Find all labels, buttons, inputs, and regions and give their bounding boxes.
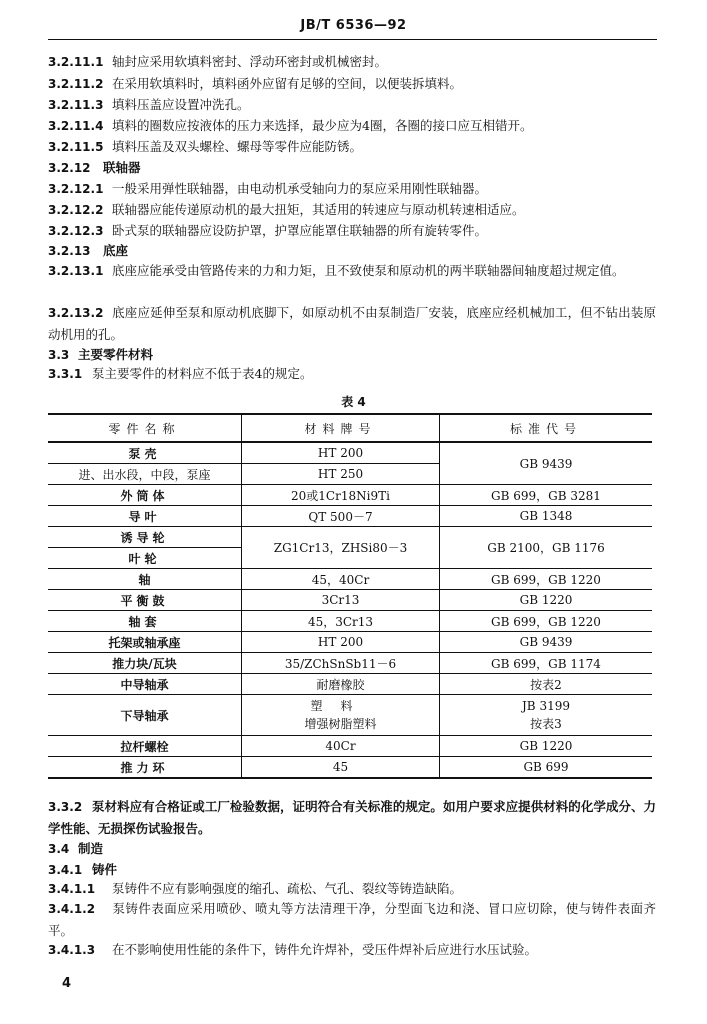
column-header-material-grade: 材料牌号 xyxy=(242,414,440,442)
clause-number: 3.2.11.1 xyxy=(48,55,104,69)
table-row xyxy=(48,695,652,736)
clause-3-3-1 xyxy=(48,366,656,382)
page-number: 4 xyxy=(62,976,72,991)
section-title: 铸件 xyxy=(92,862,118,877)
material-cell: ZG1Cr13，ZHSi80－3 xyxy=(242,527,440,569)
part-name-cell: 诱导轮 xyxy=(48,527,242,548)
clause-3-2-12-1 xyxy=(48,181,656,197)
standard-cell: GB 699，GB 1174 xyxy=(440,653,653,674)
part-name-cell: 进、出水段，中段，泵座 xyxy=(48,464,242,485)
clause-number: 3.2.12.3 xyxy=(48,224,104,238)
clause-text: 底座应延伸至泵和原动机底脚下，如原动机不由泵制造厂安装，底座应经机械加工，但不钻出装原动机用的孔。 xyxy=(48,305,656,342)
part-name-cell: 托架或轴承座 xyxy=(48,632,242,653)
section-3-4-heading xyxy=(48,841,656,857)
section-number: 3.2.13 xyxy=(48,244,91,258)
material-cell: 45，3Cr13 xyxy=(242,611,440,632)
standard-code-header: JB/T 6536—92 xyxy=(300,18,407,33)
material-cell: 耐磨橡胶 xyxy=(242,674,440,695)
material-cell: QT 500－7 xyxy=(242,506,440,527)
standard-cell: GB 9439 xyxy=(440,442,653,485)
material-cell: 3Cr13 xyxy=(242,590,440,611)
clause-number: 3.2.13.1 xyxy=(48,264,104,278)
clause-3-2-12-3 xyxy=(48,223,656,239)
section-number: 3.3 xyxy=(48,348,70,362)
part-name-cell: 推力环 xyxy=(48,757,242,779)
material-cell: 20或1Cr18Ni9Ti xyxy=(242,485,440,506)
part-name-cell: 平衡鼓 xyxy=(48,590,242,611)
standard-cell: GB 1220 xyxy=(440,736,653,757)
table-caption: 表 4 xyxy=(341,395,366,409)
standard-cell: GB 699，GB 3281 xyxy=(440,485,653,506)
clause-3-4-1-3 xyxy=(48,942,656,958)
header-rule xyxy=(48,39,657,40)
clause-number: 3.2.11.2 xyxy=(48,77,104,91)
clause-text: 在采用软填料时，填料函外应留有足够的空间，以便装拆填料。 xyxy=(112,76,463,91)
standard-cell-multiline xyxy=(440,695,653,736)
clause-text: 在不影响使用性能的条件下，铸件允许焊补，受压件焊补后应进行水压试验。 xyxy=(112,942,538,957)
section-3-2-13-heading xyxy=(48,243,656,259)
material-cell: 45，40Cr xyxy=(242,569,440,590)
part-name-cell: 泵壳 xyxy=(48,442,242,464)
clause-number: 3.2.12.2 xyxy=(48,203,104,217)
standard-cell: GB 699，GB 1220 xyxy=(440,569,653,590)
section-3-4-1-heading xyxy=(48,862,656,878)
section-title: 制造 xyxy=(78,841,104,856)
standard-line-2: 按表3 xyxy=(530,717,562,731)
clause-number: 3.2.12.1 xyxy=(48,182,104,196)
table-row xyxy=(48,674,652,695)
table-header-row xyxy=(48,414,652,442)
table-row xyxy=(48,442,652,464)
section-number: 3.2.12 xyxy=(48,161,91,175)
clause-text: 底座应能承受由管路传来的力和力矩，且不致使泵和原动机的两半联轴器间轴度超过规定值。 xyxy=(112,263,625,278)
material-line-1: 塑料 xyxy=(310,699,371,713)
clause-text: 填料的圈数应按液体的压力来选择，最少应为4圈，各圈的接口应互相错开。 xyxy=(112,118,533,133)
section-number: 3.4.1 xyxy=(48,863,83,877)
table-row xyxy=(48,590,652,611)
clause-3-2-12-2 xyxy=(48,202,656,218)
material-cell: 40Cr xyxy=(242,736,440,757)
material-cell: 45 xyxy=(242,757,440,779)
clause-number: 3.2.11.3 xyxy=(48,98,104,112)
table-row xyxy=(48,736,652,757)
clause-3-2-11-4 xyxy=(48,118,656,134)
standard-cell: GB 699，GB 1220 xyxy=(440,611,653,632)
clause-3-2-13-2 xyxy=(48,302,656,346)
clause-3-4-1-1 xyxy=(48,881,656,897)
standard-cell: GB 1220 xyxy=(440,590,653,611)
clause-3-2-13-1 xyxy=(48,260,656,282)
material-cell: HT 250 xyxy=(242,464,440,485)
table-row xyxy=(48,757,652,779)
part-name-cell: 轴 xyxy=(48,569,242,590)
table-row xyxy=(48,653,652,674)
part-name-cell: 拉杆螺栓 xyxy=(48,736,242,757)
part-name-cell: 中导轴承 xyxy=(48,674,242,695)
table-row xyxy=(48,527,652,548)
material-cell: HT 200 xyxy=(242,632,440,653)
clause-text: 轴封应采用软填料密封、浮动环密封或机械密封。 xyxy=(112,54,388,69)
table-row xyxy=(48,632,652,653)
standard-cell: GB 9439 xyxy=(440,632,653,653)
clause-text: 联轴器应能传递原动机的最大扭矩，其适用的转速应与原动机转速相适应。 xyxy=(112,202,525,217)
standard-cell: GB 2100，GB 1176 xyxy=(440,527,653,569)
clause-3-3-2 xyxy=(48,796,656,840)
table-row xyxy=(48,611,652,632)
clause-3-4-1-2 xyxy=(48,898,656,942)
material-cell: 35/ZChSnSb11－6 xyxy=(242,653,440,674)
clause-number: 3.4.1.2 xyxy=(48,902,96,916)
table-row xyxy=(48,506,652,527)
clause-number: 3.2.13.2 xyxy=(48,306,104,320)
section-3-3-heading xyxy=(48,347,656,363)
section-title: 主要零件材料 xyxy=(78,347,154,362)
section-number: 3.4 xyxy=(48,842,70,856)
clause-number: 3.2.11.4 xyxy=(48,119,104,133)
standard-cell: 按表2 xyxy=(440,674,653,695)
standard-cell: GB 699 xyxy=(440,757,653,779)
column-header-part-name: 零件名称 xyxy=(48,414,242,442)
part-name-cell: 外筒体 xyxy=(48,485,242,506)
clause-number: 3.3.1 xyxy=(48,367,83,381)
clause-text: 泵铸件表面应采用喷砂、喷丸等方法清理干净，分型面飞边和浇、冒口应切除，使与铸件表面齐平。 xyxy=(48,901,656,938)
materials-table xyxy=(48,413,652,779)
part-name-cell: 推力块/瓦块 xyxy=(48,653,242,674)
clause-number: 3.2.11.5 xyxy=(48,140,104,154)
clause-3-2-11-1 xyxy=(48,54,656,70)
clause-text: 填料压盖及双头螺栓、螺母等零件应能防锈。 xyxy=(112,139,363,154)
material-cell: HT 200 xyxy=(242,442,440,464)
clause-text: 卧式泵的联轴器应设防护罩，护罩应能罩住联轴器的所有旋转零件。 xyxy=(112,223,488,238)
material-line-2: 增强树脂塑料 xyxy=(304,717,377,731)
part-name-cell: 轴套 xyxy=(48,611,242,632)
clause-number: 3.4.1.1 xyxy=(48,882,96,896)
section-3-2-12-heading xyxy=(48,160,656,176)
section-title: 联轴器 xyxy=(103,160,141,175)
clause-3-2-11-5 xyxy=(48,139,656,155)
material-cell-multiline xyxy=(242,695,440,736)
part-name-cell: 叶轮 xyxy=(48,548,242,569)
clause-number: 3.3.2 xyxy=(48,800,83,814)
standard-line-1: JB 3199 xyxy=(522,699,570,713)
clause-3-2-11-2 xyxy=(48,76,656,92)
table-row xyxy=(48,569,652,590)
standard-cell: GB 1348 xyxy=(440,506,653,527)
section-title: 底座 xyxy=(103,243,129,258)
clause-text: 泵铸件不应有影响强度的缩孔、疏松、气孔、裂纹等铸造缺陷。 xyxy=(112,881,463,896)
part-name-cell: 下导轴承 xyxy=(48,695,242,736)
table-row xyxy=(48,485,652,506)
clause-text: 泵主要零件的材料应不低于表4的规定。 xyxy=(92,366,313,381)
clause-3-2-11-3 xyxy=(48,97,656,113)
clause-number: 3.4.1.3 xyxy=(48,943,96,957)
clause-text: 填料压盖应设置冲洗孔。 xyxy=(112,97,250,112)
clause-text: 一般采用弹性联轴器，由电动机承受轴向力的泵应采用刚性联轴器。 xyxy=(112,181,488,196)
column-header-standard-code: 标准代号 xyxy=(440,414,653,442)
clause-text: 泵材料应有合格证或工厂检验数据，证明符合有关标准的规定。如用户要求应提供材料的化学成分、力学性能、无损探伤试验报告。 xyxy=(48,799,656,836)
part-name-cell: 导叶 xyxy=(48,506,242,527)
